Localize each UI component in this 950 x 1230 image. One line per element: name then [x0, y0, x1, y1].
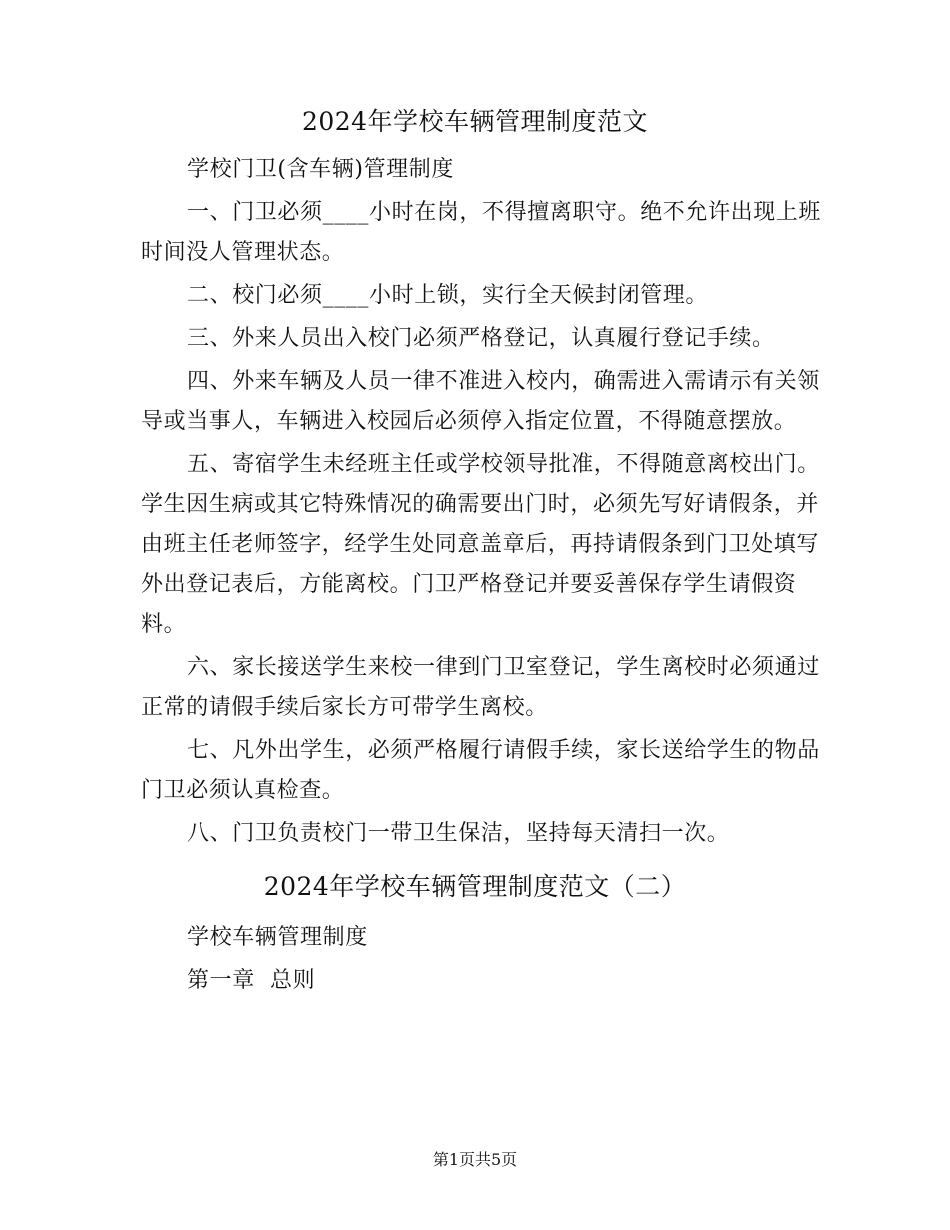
rule-item-5-line: 料。 — [141, 612, 187, 637]
rule-item-2 — [141, 276, 801, 316]
rule-item-3 — [141, 319, 801, 359]
rule-item-4-line: 导或当事人，车辆进入校园后必须停入指定位置，不得随意摆放。 — [141, 409, 797, 434]
rule-item-8 — [141, 814, 801, 854]
rule-item-1 — [141, 193, 822, 273]
rule-item-1-line: 一、门卫必须____小时在岗，不得擅离职守。绝不允许出现上班 — [187, 200, 822, 225]
rule-item-6 — [141, 648, 820, 728]
rule-item-5 — [141, 445, 820, 645]
rule-item-5-line: 学生因生病或其它特殊情况的确需要出门时，必须先写好请假条，并 — [141, 492, 820, 517]
rule-item-2-line: 二、校门必须____小时上锁，实行全天候封闭管理。 — [187, 283, 709, 308]
rule-item-6-line: 正常的请假手续后家长方可带学生离校。 — [141, 695, 548, 720]
rule-item-1-line: 时间没人管理状态。 — [141, 240, 345, 265]
rule-item-6-line: 六、家长接送学生来校一律到门卫室登记，学生离校时必须通过 — [187, 655, 820, 680]
section-2-heading: 学校车辆管理制度 — [187, 925, 368, 950]
page-number-footer: 第1页共5页 — [432, 1150, 518, 1169]
rule-item-5-line: 由班主任老师签字，经学生处同意盖章后，再持请假条到门卫处填写 — [141, 532, 820, 557]
rule-item-4-line: 四、外来车辆及人员一律不准进入校内，确需进入需请示有关领 — [187, 369, 820, 394]
rule-item-7-line: 门卫必须认真检查。 — [141, 778, 345, 803]
rule-item-5-line: 外出登记表后，方能离校。门卫严格登记并要妥善保存学生请假资 — [141, 572, 797, 597]
rule-item-7 — [141, 731, 820, 811]
section-2-body — [141, 918, 801, 1001]
rule-item-8-line: 八、门卫负责校门一带卫生保洁，坚持每天清扫一次。 — [187, 821, 730, 846]
rule-item-4 — [141, 362, 820, 442]
rule-item-5-line: 五、寄宿学生未经班主任或学校领导批准，不得随意离校出门。 — [187, 452, 820, 477]
section-1-heading: 学校门卫(含车辆)管理制度 — [187, 157, 454, 182]
rule-item-7-line: 七、凡外出学生，必须严格履行请假手续，家长送给学生的物品 — [187, 738, 820, 763]
chapter-heading: 第一章 总则 — [187, 968, 316, 993]
section-1-body — [141, 150, 822, 854]
section-2-title: 2024年学校车辆管理制度范文（二） — [263, 872, 687, 901]
rule-item-3-line: 三、外来人员出入校门必须严格登记，认真履行登记手续。 — [187, 326, 775, 351]
document-title: 2024年学校车辆管理制度范文 — [301, 107, 649, 136]
